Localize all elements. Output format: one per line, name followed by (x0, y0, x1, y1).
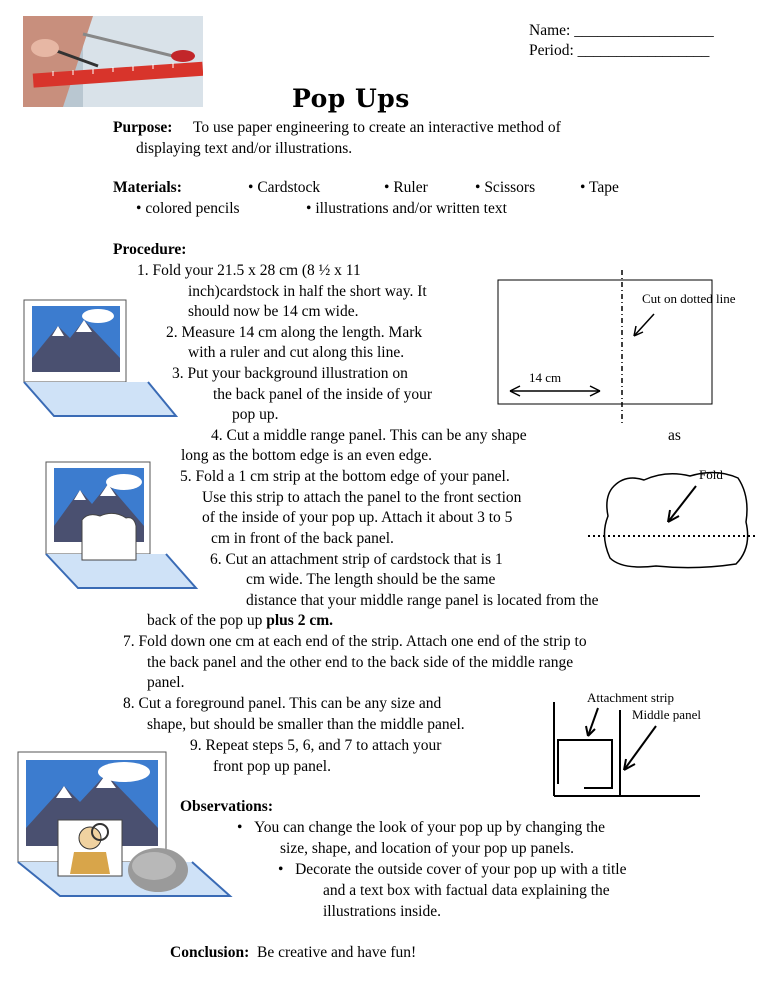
purpose-text-2: displaying text and/or illustrations. (136, 140, 353, 157)
material-text: Scissors (484, 179, 536, 196)
procedure-line: 5. Fold a 1 cm strip at the bottom edge of your panel. (180, 468, 510, 485)
popup-illustration-3 (14, 750, 234, 900)
conclusion-text: Be creative and have fun! (257, 944, 417, 961)
procedure-label: Procedure: (113, 241, 187, 258)
procedure-line: 4. Cut a middle range panel. This can be any shape (211, 427, 527, 444)
materials-label: Materials: (113, 179, 182, 196)
observation-item: • Decorate the outside cover of your pop up with a title (278, 861, 627, 878)
procedure-line: should now be 14 cm wide. (188, 303, 359, 320)
procedure-line: the back panel and the other end to the back side of the middle range (147, 654, 574, 671)
material-text: Ruler (393, 179, 428, 196)
material-item: • illustrations and/or written text (306, 200, 507, 217)
procedure-line: 9. Repeat steps 5, 6, and 7 to attach your (190, 737, 442, 754)
purpose-label: Purpose: (113, 119, 173, 136)
observation-line: size, shape, and location of your pop up panels. (280, 840, 574, 857)
page-title: Pop Ups (292, 84, 410, 113)
conclusion-label: Conclusion: (170, 944, 250, 961)
material-text: colored pencils (145, 200, 240, 217)
observations-label: Observations: (180, 798, 273, 815)
procedure-line: pop up. (232, 406, 279, 423)
procedure-line (147, 612, 333, 630)
procedure-line: 7. Fold down one cm at each end of the strip. Attach one end of the strip to (123, 633, 587, 650)
material-item: • Tape (580, 179, 619, 196)
procedure-line: long as the bottom edge is an even edge. (181, 447, 432, 464)
procedure-line: 8. Cut a foreground panel. This can be any size and (123, 695, 442, 712)
procedure-line: panel. (147, 674, 185, 691)
middle-panel-label: Middle panel (632, 707, 701, 722)
procedure-line: 1. Fold your 21.5 x 28 cm (8 ½ x 11 (137, 262, 361, 279)
procedure-line: Use this strip to attach the panel to the front section (202, 489, 522, 506)
cut-label: Cut on dotted line (642, 291, 736, 306)
material-text: illustrations and/or written text (315, 200, 507, 217)
procedure-line: with a ruler and cut along this line. (188, 344, 405, 361)
procedure-line: 6. Cut an attachment strip of cardstock that is 1 (210, 551, 503, 568)
procedure-line: inch)cardstock in half the short way. It (188, 283, 427, 300)
procedure-line: 3. Put your background illustration on (172, 365, 408, 382)
observation-text: Decorate the outside cover of your pop up with a title (295, 861, 627, 878)
material-text: Tape (589, 179, 619, 196)
procedure-text: back of the pop up (147, 612, 267, 629)
fold-label: Fold (699, 467, 723, 482)
procedure-line: cm in front of the back panel. (211, 530, 394, 547)
procedure-line: of the inside of your pop up. Attach it about 3 to 5 (202, 509, 513, 526)
measure-label: 14 cm (529, 370, 562, 385)
material-item: • Scissors (475, 179, 536, 196)
name-field: Name: __________________ (529, 22, 714, 39)
procedure-line: shape, but should be smaller than the middle panel. (147, 716, 465, 733)
header-photo (23, 16, 203, 107)
procedure-line: front pop up panel. (213, 758, 331, 775)
procedure-line: distance that your middle range panel is located from the (246, 592, 599, 609)
popup-illustration-1 (18, 298, 178, 424)
material-text: Cardstock (257, 179, 321, 196)
material-item: • colored pencils (136, 200, 240, 217)
purpose-text-1: To use paper engineering to create an interactive method of (193, 119, 561, 136)
procedure-line: the back panel of the inside of your (213, 386, 433, 403)
procedure-bold-text: plus 2 cm. (266, 612, 333, 629)
observation-line: and a text box with factual data explaining the (323, 882, 610, 899)
observation-line: illustrations inside. (323, 903, 441, 920)
procedure-line: cm wide. The length should be the same (246, 571, 496, 588)
material-item: • Ruler (384, 179, 428, 196)
observation-text: You can change the look of your pop up by changing the (254, 819, 606, 836)
material-item: • Cardstock (248, 179, 321, 196)
fold-diagram (586, 466, 758, 570)
observation-item: • You can change the look of your pop up by changing the (237, 819, 606, 836)
period-field: Period: _________________ (529, 42, 710, 59)
attachment-label: Attachment strip (587, 690, 675, 705)
procedure-line: as (668, 427, 681, 444)
conclusion (170, 944, 416, 962)
popup-illustration-2 (40, 460, 200, 592)
procedure-line: 2. Measure 14 cm along the length. Mark (166, 324, 423, 341)
